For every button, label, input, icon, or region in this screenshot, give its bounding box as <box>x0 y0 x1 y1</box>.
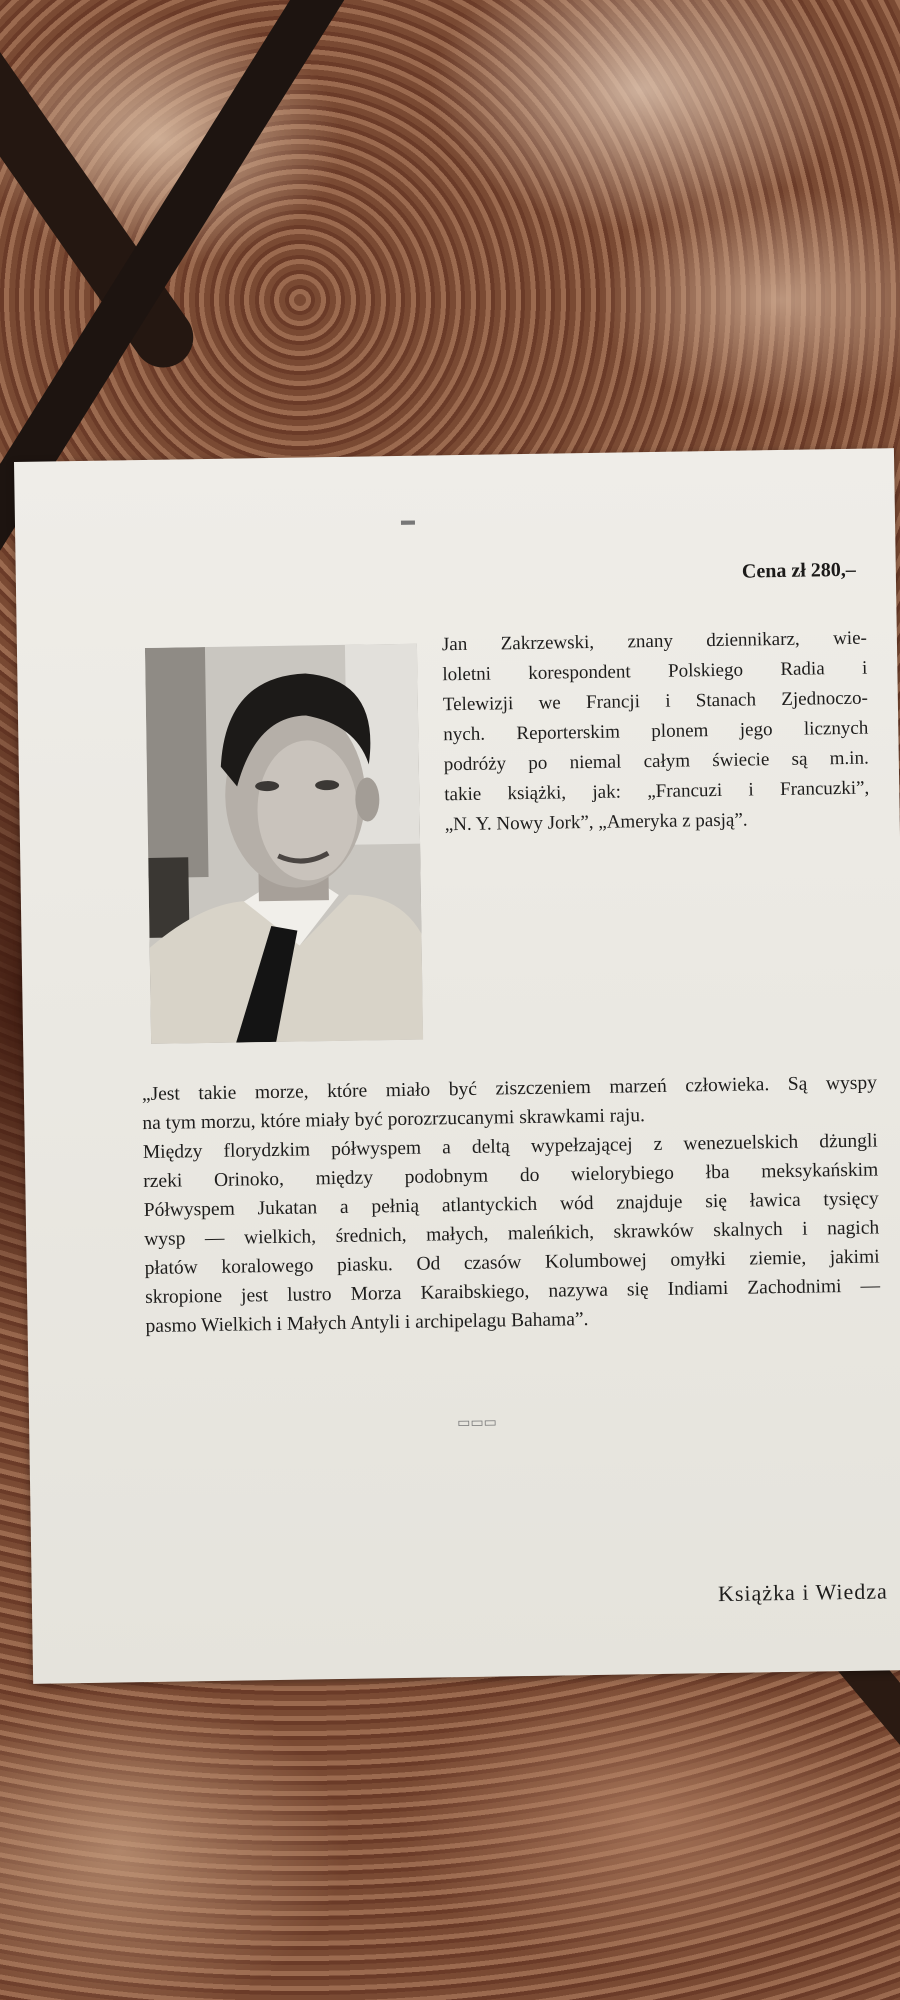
author-bio <box>442 624 870 841</box>
bio-line: Jan Zakrzewski, znany dziennikarz, wie- <box>441 627 868 656</box>
excerpt-line: wysp — wielkich, średnich, małych, maleńkich, skrawków skalnych i nagich <box>144 1217 880 1251</box>
bio-line: loletni korespondent Polskiego Radia i <box>442 657 868 686</box>
ink-mark: ▬ <box>400 513 416 529</box>
bio-line: „N. Y. Nowy Jork”, „Ameryka z pasją”. <box>444 809 748 836</box>
excerpt-line: pasmo Wielkich i Małych Antyli i archipelagu Bahama”. <box>145 1309 589 1338</box>
book-back-cover <box>14 448 900 1684</box>
author-photo <box>145 644 423 1044</box>
excerpt-line: Między florydzkim półwyspem a deltą wypełzającej z wenezuelskich dżungli <box>142 1130 878 1164</box>
price-label: Cena zł 280,– <box>741 558 856 583</box>
author-portrait-image <box>145 644 423 1044</box>
publisher-name: Książka i Wiedza <box>717 1578 889 1607</box>
excerpt-line: „Jest takie morze, które miało być ziszczeniem marzeń człowieka. Są wyspy <box>141 1072 878 1106</box>
excerpt-line: rzeki Orinoko, między podobnym do wielorybiego łba meksykańskim <box>143 1159 879 1193</box>
excerpt-line: Półwyspem Jukatan a pełnią atlantyckich wód znajduje się ławica tysięcy <box>143 1188 879 1222</box>
excerpt-line: płatów koralowego piasku. Od czasów Kolumbowej omyłki ziemie, jakimi <box>144 1246 880 1280</box>
book-excerpt <box>142 1069 881 1342</box>
bio-line: Telewizji we Francji i Stanach Zjednoczo- <box>442 687 868 716</box>
bio-line: nych. Reporterskim plonem jego licznych <box>443 717 869 746</box>
bio-line: podróży po niemal całym świecie są m.in. <box>443 747 869 776</box>
stamp-smudge: ▭▭▭ <box>457 1415 497 1432</box>
excerpt-line: na tym morzu, które miały być porozrzucanymi skrawkami raju. <box>142 1105 646 1135</box>
bio-line: takie książki, jak: „Francuzi i Francuzki”, <box>444 777 870 806</box>
excerpt-line: skropione jest lustro Morza Karaibskiego, nazywa się Indiami Zachodnimi — <box>144 1275 881 1309</box>
